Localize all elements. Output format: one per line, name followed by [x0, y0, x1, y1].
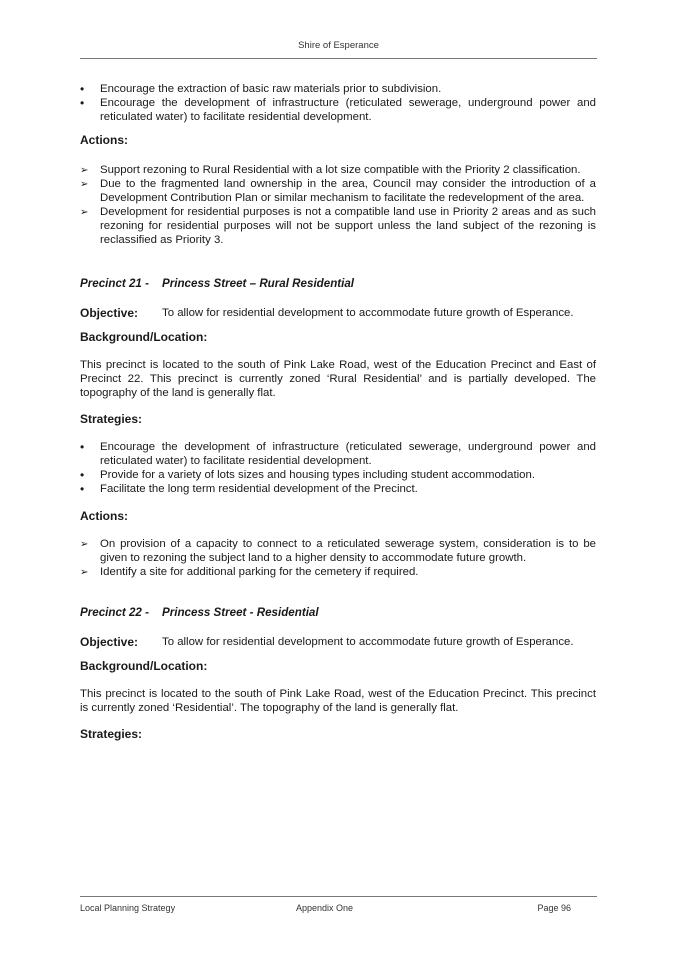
action-list [80, 163, 596, 247]
page-body [80, 82, 596, 741]
section-heading: Background/Location: [80, 659, 208, 673]
section-heading: Strategies: [80, 412, 143, 426]
action-list [80, 537, 596, 579]
list-item: ➢ Due to the fragmented land ownership in the area, Council may consider the introduction of a Development Contribution Plan or similar mechanism to facilitate the redevelopment of the area. [80, 177, 596, 205]
header-rule [80, 58, 597, 59]
list-item: ➢ Support rezoning to Rural Residential with a lot size compatible with the Priority 2 classification. [80, 163, 596, 177]
list-item: • Provide for a variety of lots sizes and housing types including student accommodation. [80, 468, 596, 482]
background-text: This precinct is located to the south of Pink Lake Road, west of the Education Precinct. This precinct is currently zoned ‘Residential’. The topography of the land is generally flat. [80, 688, 596, 714]
section-heading: Actions: [80, 133, 128, 147]
bullet-icon [80, 82, 94, 97]
list-item: • Encourage the development of infrastructure (reticulated sewerage, underground power and reticulated water) to facilitate residential development. [80, 96, 596, 124]
bullet-list [80, 82, 596, 124]
list-item: ➢ Identify a site for additional parking for the cemetery if required. [80, 565, 596, 579]
page-number: Page 96 [537, 903, 571, 913]
list-item: • Encourage the development of infrastructure (reticulated sewerage, underground power and reticulated water) to facilitate residential development. [80, 440, 596, 468]
precinct-21-title: Precinct 21 - Princess Street – Rural Residential [80, 277, 355, 290]
bullet-icon [80, 96, 94, 111]
section-heading: Background/Location: [80, 330, 208, 344]
list-item: • Facilitate the long term residential development of the Precinct. [80, 482, 596, 496]
bullet-icon [80, 440, 94, 455]
section-heading: Strategies: [80, 727, 143, 741]
strategy-list [80, 440, 596, 496]
precinct-22-title: Precinct 22 - Princess Street - Residential [80, 606, 319, 619]
page-header: Shire of Esperance [298, 40, 379, 51]
section-heading: Actions: [80, 509, 128, 523]
background-text: This precinct is located to the south of Pink Lake Road, west of the Education Precinct and East of Precinct 22. This precinct is currently zoned ‘Rural Residential’ and is partially developed. The topography of the land is generally flat. [80, 359, 596, 399]
list-item: • Encourage the extraction of basic raw materials prior to subdivision. [80, 82, 596, 96]
footer-rule [80, 896, 597, 897]
footer-appendix: Appendix One [296, 903, 354, 913]
objective: Objective: To allow for residential development to accommodate future growth of Esperance. [80, 306, 574, 320]
arrow-bullet-icon [80, 565, 94, 580]
bullet-icon [80, 482, 94, 497]
footer-document-title: Local Planning Strategy [80, 903, 176, 913]
arrow-bullet-icon [80, 163, 94, 178]
list-item: ➢ Development for residential purposes is not a compatible land use in Priority 2 areas and as such rezoning for residential purposes will not be support unless the land subject of the rezoning is reclassified as Priority 3. [80, 205, 596, 247]
bullet-icon [80, 468, 94, 483]
arrow-bullet-icon [80, 177, 94, 192]
arrow-bullet-icon [80, 537, 94, 552]
list-item: ➢ On provision of a capacity to connect to a reticulated sewerage system, consideration is to be given to rezoning the subject land to a higher density to accommodate future growth. [80, 537, 596, 565]
arrow-bullet-icon [80, 205, 94, 220]
objective: Objective: To allow for residential development to accommodate future growth of Esperance. [80, 635, 574, 649]
